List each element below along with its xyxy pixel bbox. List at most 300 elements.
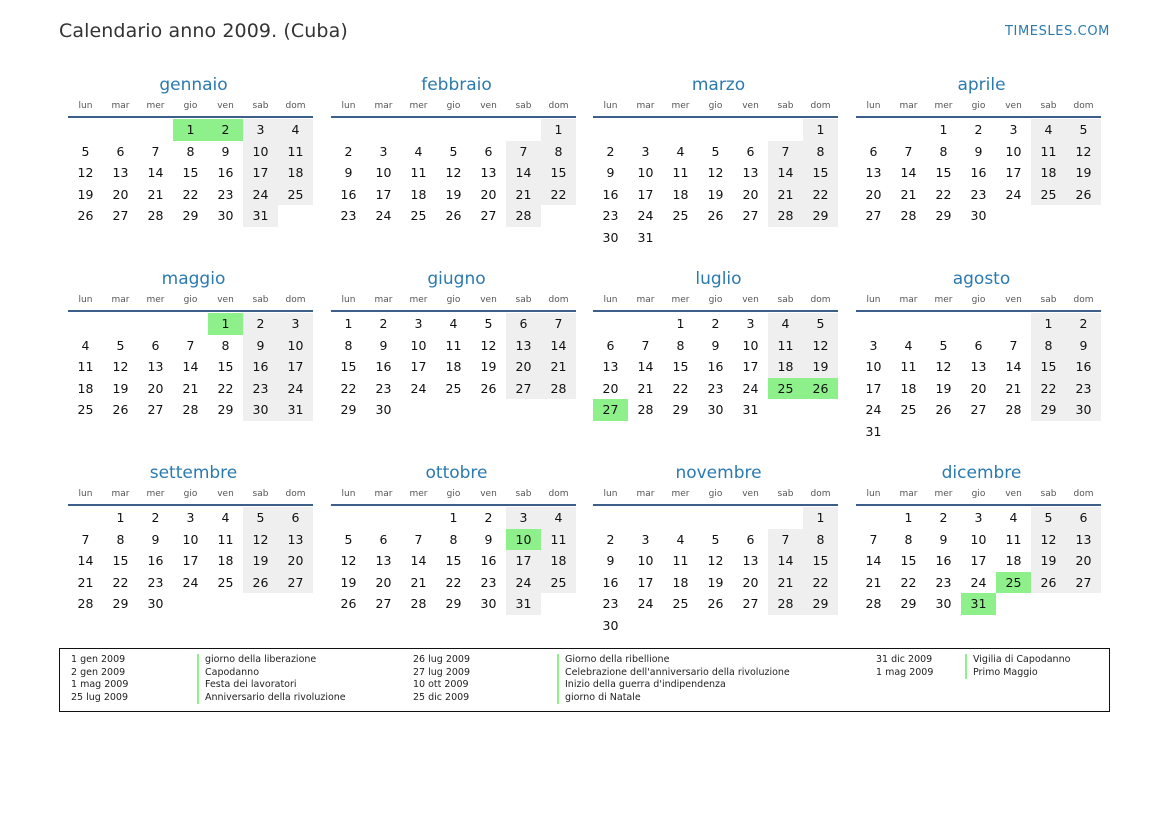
day-cell: 10: [410, 337, 427, 353]
month-maggio: [68, 268, 314, 421]
day-cell: 13: [480, 165, 497, 181]
day-cell: 15: [935, 165, 952, 181]
weekday-label: dom: [1073, 295, 1094, 305]
empty-cell: [506, 119, 541, 141]
day-cell: 25: [1031, 184, 1066, 206]
day-cell: 12: [1066, 141, 1101, 163]
week-row: [331, 593, 577, 615]
day-cell: 24: [970, 574, 987, 590]
empty-cell: [173, 593, 208, 615]
weekday-label: mar: [374, 101, 393, 111]
week-row: [593, 335, 839, 357]
week-row: [68, 399, 314, 421]
holiday-day-cell: 25: [996, 572, 1031, 594]
month-name: gennaio: [159, 75, 228, 95]
holiday-name: Capodanno: [197, 667, 259, 680]
day-cell: 5: [116, 337, 125, 353]
holiday-name: Festa dei lavoratori: [197, 679, 297, 692]
week-row: [68, 205, 314, 227]
day-cell: 27: [147, 402, 164, 418]
day-cell: 28: [637, 402, 654, 418]
day-cell: 9: [1066, 335, 1101, 357]
day-cell: 21: [541, 356, 576, 378]
day-cell: 3: [746, 316, 755, 331]
weekday-header: [856, 96, 1102, 116]
day-cell: 17: [865, 380, 882, 396]
day-cell: 19: [1031, 550, 1066, 572]
day-cell: 17: [182, 553, 199, 569]
header-rule: [593, 116, 838, 118]
day-cell: 24: [375, 208, 392, 224]
weekday-label: mar: [111, 295, 130, 305]
month-name: settembre: [149, 463, 238, 483]
weekday-label: dom: [548, 489, 569, 499]
weekday-label: lun: [866, 295, 881, 305]
empty-cell: [541, 593, 576, 615]
weekday-label: gio: [708, 101, 723, 111]
week-row: [856, 141, 1102, 163]
day-cell: 12: [77, 165, 94, 181]
header-rule: [68, 310, 313, 312]
weekday-label: gio: [971, 295, 986, 305]
day-cell: 9: [939, 531, 948, 547]
day-cell: 19: [935, 380, 952, 396]
empty-cell: [138, 119, 173, 141]
day-cell: 17: [637, 186, 654, 202]
day-cell: 4: [414, 143, 423, 159]
header-rule: [331, 116, 576, 118]
day-cell: 5: [344, 531, 353, 547]
day-cell: 4: [1031, 119, 1066, 141]
day-cell: 20: [742, 574, 759, 590]
weekday-label: ven: [1005, 295, 1022, 305]
day-cell: 25: [672, 596, 689, 612]
day-grid: [856, 313, 1102, 443]
day-cell: 1: [803, 119, 838, 141]
week-row: [68, 184, 314, 206]
empty-cell: [768, 399, 803, 421]
day-cell: 24: [410, 380, 427, 396]
day-cell: 20: [278, 550, 313, 572]
weekday-label: sab: [515, 101, 532, 111]
day-cell: 8: [676, 337, 685, 353]
day-cell: 30: [970, 208, 987, 224]
weekday-label: dom: [285, 295, 306, 305]
month-marzo: [593, 74, 839, 249]
day-cell: 22: [445, 574, 462, 590]
week-row: [331, 399, 577, 421]
weekday-header: [68, 290, 314, 310]
empty-cell: [803, 399, 838, 421]
weekday-label: lun: [341, 295, 356, 305]
day-cell: 11: [77, 359, 94, 375]
empty-cell: [733, 119, 768, 141]
day-cell: 25: [900, 402, 917, 418]
day-cell: 3: [974, 510, 983, 525]
week-row: [856, 593, 1102, 615]
day-cell: 18: [672, 574, 689, 590]
day-cell: 18: [768, 356, 803, 378]
weekday-label: sab: [777, 489, 794, 499]
day-cell: 5: [484, 316, 493, 331]
day-cell: 15: [112, 553, 129, 569]
empty-cell: [891, 119, 926, 141]
day-cell: 30: [707, 402, 724, 418]
day-cell: 23: [375, 380, 392, 396]
day-cell: 16: [340, 186, 357, 202]
day-cell: 24: [742, 380, 759, 396]
empty-cell: [996, 421, 1031, 443]
empty-cell: [208, 593, 243, 615]
header-rule: [856, 116, 1101, 118]
day-cell: 5: [1031, 507, 1066, 529]
holiday-date: 27 lug 2009: [413, 666, 470, 678]
header-rule: [856, 504, 1101, 506]
day-cell: 6: [869, 143, 878, 159]
day-cell: 5: [449, 143, 458, 159]
day-cell: 29: [217, 402, 234, 418]
day-grid: [593, 313, 839, 421]
day-cell: 20: [480, 186, 497, 202]
holiday-date: 1 gen 2009: [71, 654, 126, 665]
weekday-label: ven: [742, 489, 759, 499]
day-cell: 6: [278, 507, 313, 529]
empty-cell: [733, 615, 768, 637]
day-cell: 8: [221, 337, 230, 353]
day-cell: 17: [278, 356, 313, 378]
weekday-label: mar: [636, 295, 655, 305]
day-cell: 21: [768, 572, 803, 594]
empty-cell: [768, 615, 803, 637]
brand-link[interactable]: TIMESLES.COM: [1004, 24, 1110, 39]
header-rule: [331, 504, 576, 506]
day-cell: 8: [803, 529, 838, 551]
empty-cell: [628, 313, 663, 335]
day-cell: 12: [480, 337, 497, 353]
day-cell: 28: [900, 208, 917, 224]
day-cell: 12: [445, 165, 462, 181]
day-cell: 12: [340, 553, 357, 569]
day-cell: 9: [243, 335, 278, 357]
day-cell: 28: [506, 205, 541, 227]
day-cell: 15: [541, 162, 576, 184]
day-cell: 26: [340, 596, 357, 612]
day-grid: [331, 507, 577, 615]
day-cell: 10: [375, 165, 392, 181]
holiday-day-cell: 31: [961, 593, 996, 615]
empty-cell: [891, 313, 926, 335]
day-cell: 4: [768, 313, 803, 335]
day-cell: 28: [1005, 402, 1022, 418]
day-cell: 25: [672, 208, 689, 224]
legend-entry: [71, 667, 346, 680]
weekday-label: dom: [810, 295, 831, 305]
day-cell: 5: [243, 507, 278, 529]
weekday-header: [331, 96, 577, 116]
day-cell: 30: [602, 229, 619, 245]
day-cell: 26: [707, 596, 724, 612]
day-cell: 11: [1005, 531, 1022, 547]
empty-cell: [593, 119, 628, 141]
month-agosto: [856, 268, 1102, 443]
day-cell: 13: [112, 165, 129, 181]
day-cell: 29: [182, 208, 199, 224]
day-cell: 16: [147, 553, 164, 569]
day-grid: [856, 119, 1102, 227]
day-cell: 17: [506, 550, 541, 572]
day-cell: 19: [1066, 162, 1101, 184]
day-cell: 11: [278, 141, 313, 163]
week-row: [331, 119, 577, 141]
week-row: [331, 205, 577, 227]
week-row: [593, 205, 839, 227]
day-cell: 15: [340, 359, 357, 375]
weekday-label: gio: [708, 295, 723, 305]
day-cell: 29: [340, 402, 357, 418]
header-rule: [593, 504, 838, 506]
holiday-date: 26 lug 2009: [413, 654, 470, 665]
header-rule: [331, 310, 576, 312]
day-cell: 21: [506, 184, 541, 206]
day-cell: 27: [506, 378, 541, 400]
day-cell: 20: [147, 380, 164, 396]
day-cell: 19: [445, 186, 462, 202]
weekday-label: lun: [78, 101, 93, 111]
day-cell: 8: [186, 143, 195, 159]
empty-cell: [628, 119, 663, 141]
day-cell: 1: [541, 119, 576, 141]
month-name: dicembre: [941, 463, 1022, 483]
day-cell: 9: [606, 165, 615, 181]
day-cell: 10: [637, 165, 654, 181]
weekday-label: gio: [446, 489, 461, 499]
week-row: [68, 572, 314, 594]
day-cell: 10: [637, 553, 654, 569]
day-cell: 9: [484, 531, 493, 547]
empty-cell: [803, 615, 838, 637]
week-row: [68, 162, 314, 184]
day-cell: 22: [541, 184, 576, 206]
weekday-label: mer: [671, 295, 690, 305]
day-cell: 27: [742, 596, 759, 612]
day-cell: 8: [803, 141, 838, 163]
day-cell: 3: [641, 143, 650, 159]
day-cell: 6: [484, 143, 493, 159]
day-cell: 6: [606, 337, 615, 353]
day-cell: 7: [869, 531, 878, 547]
day-grid: [593, 119, 839, 249]
header-rule: [856, 310, 1101, 312]
day-cell: 26: [707, 208, 724, 224]
day-cell: 12: [243, 529, 278, 551]
day-cell: 4: [1009, 510, 1018, 525]
weekday-label: lun: [78, 295, 93, 305]
day-cell: 19: [480, 359, 497, 375]
weekday-label: mar: [636, 489, 655, 499]
weekday-label: dom: [1073, 489, 1094, 499]
day-cell: 14: [900, 165, 917, 181]
day-cell: 31: [278, 399, 313, 421]
day-cell: 16: [602, 186, 619, 202]
day-cell: 28: [768, 205, 803, 227]
week-row: [331, 141, 577, 163]
weekday-label: mer: [671, 101, 690, 111]
day-cell: 8: [939, 143, 948, 159]
day-cell: 24: [278, 378, 313, 400]
holiday-day-cell: 1: [208, 313, 243, 335]
day-cell: 6: [1066, 507, 1101, 529]
day-cell: 22: [1031, 378, 1066, 400]
day-cell: 29: [935, 208, 952, 224]
empty-cell: [173, 313, 208, 335]
week-row: [593, 313, 839, 335]
day-cell: 24: [243, 184, 278, 206]
day-cell: 4: [278, 119, 313, 141]
week-row: [331, 507, 577, 529]
day-cell: 14: [541, 335, 576, 357]
week-row: [856, 162, 1102, 184]
weekday-label: sab: [252, 101, 269, 111]
day-cell: 10: [742, 337, 759, 353]
day-cell: 29: [445, 596, 462, 612]
holiday-date: 31 dic 2009: [876, 654, 933, 665]
weekday-label: mer: [146, 295, 165, 305]
empty-cell: [961, 421, 996, 443]
day-cell: 5: [1066, 119, 1101, 141]
week-row: [856, 119, 1102, 141]
day-cell: 14: [77, 553, 94, 569]
day-cell: 23: [480, 574, 497, 590]
day-cell: 7: [506, 141, 541, 163]
day-cell: 20: [602, 380, 619, 396]
week-row: [331, 378, 577, 400]
week-row: [331, 184, 577, 206]
day-cell: 23: [602, 596, 619, 612]
month-name: giugno: [427, 269, 486, 289]
day-cell: 18: [77, 380, 94, 396]
holiday-date: 2 gen 2009: [71, 666, 126, 678]
day-cell: 13: [1066, 529, 1101, 551]
day-cell: 26: [243, 572, 278, 594]
day-cell: 18: [672, 186, 689, 202]
week-row: [593, 162, 839, 184]
empty-cell: [103, 119, 138, 141]
empty-cell: [366, 507, 401, 529]
legend-entry: [71, 679, 346, 692]
week-row: [331, 356, 577, 378]
day-cell: 9: [974, 143, 983, 159]
day-cell: 11: [410, 165, 427, 181]
day-cell: 29: [900, 596, 917, 612]
day-cell: 16: [935, 553, 952, 569]
day-cell: 19: [707, 186, 724, 202]
week-row: [593, 615, 839, 637]
day-cell: 13: [865, 165, 882, 181]
holiday-name: giorno della liberazione: [197, 654, 316, 667]
empty-cell: [698, 119, 733, 141]
empty-cell: [366, 119, 401, 141]
day-grid: [331, 119, 577, 227]
week-row: [856, 313, 1102, 335]
day-cell: 16: [375, 359, 392, 375]
day-cell: 17: [637, 574, 654, 590]
day-cell: 24: [506, 572, 541, 594]
day-cell: 1: [676, 316, 685, 331]
day-cell: 3: [278, 313, 313, 335]
weekday-label: mer: [934, 489, 953, 499]
weekday-label: sab: [252, 295, 269, 305]
day-cell: 15: [672, 359, 689, 375]
month-ottobre: [331, 462, 577, 615]
empty-cell: [733, 227, 768, 249]
week-row: [68, 378, 314, 400]
day-cell: 2: [243, 313, 278, 335]
weekday-label: dom: [810, 489, 831, 499]
day-cell: 12: [112, 359, 129, 375]
day-cell: 11: [541, 529, 576, 551]
week-row: [331, 162, 577, 184]
day-cell: 26: [480, 380, 497, 396]
weekday-label: mer: [409, 101, 428, 111]
weekday-label: lun: [341, 489, 356, 499]
day-cell: 11: [672, 553, 689, 569]
day-cell: 13: [278, 529, 313, 551]
day-cell: 20: [375, 574, 392, 590]
weekday-label: dom: [548, 101, 569, 111]
empty-cell: [698, 507, 733, 529]
week-row: [68, 529, 314, 551]
holiday-date: 10 ott 2009: [413, 679, 469, 691]
empty-cell: [961, 313, 996, 335]
weekday-label: gio: [708, 489, 723, 499]
weekday-label: ven: [742, 101, 759, 111]
weekday-label: lun: [78, 489, 93, 499]
day-cell: 4: [676, 143, 685, 159]
weekday-label: mer: [934, 295, 953, 305]
weekday-label: ven: [217, 489, 234, 499]
day-cell: 5: [711, 143, 720, 159]
week-row: [593, 593, 839, 615]
day-cell: 12: [707, 165, 724, 181]
legend-entry: [413, 654, 790, 667]
month-name: aprile: [957, 75, 1006, 95]
day-cell: 8: [344, 337, 353, 353]
day-cell: 15: [1031, 356, 1066, 378]
empty-cell: [891, 421, 926, 443]
weekday-label: sab: [1040, 489, 1057, 499]
day-cell: 3: [506, 507, 541, 529]
day-cell: 21: [768, 184, 803, 206]
week-row: [68, 593, 314, 615]
empty-cell: [278, 593, 313, 615]
day-cell: 16: [217, 165, 234, 181]
weekday-header: [331, 484, 577, 504]
week-row: [856, 550, 1102, 572]
holiday-name: Inizio della guerra d'indipendenza: [557, 679, 726, 692]
day-cell: 25: [217, 574, 234, 590]
week-row: [856, 205, 1102, 227]
holiday-day-cell: 10: [506, 529, 541, 551]
day-cell: 1: [344, 316, 353, 331]
weekday-header: [331, 290, 577, 310]
legend-entry: [413, 667, 790, 680]
day-cell: 25: [77, 402, 94, 418]
day-cell: 19: [77, 186, 94, 202]
week-row: [593, 399, 839, 421]
day-cell: 23: [147, 574, 164, 590]
empty-cell: [1031, 421, 1066, 443]
day-cell: 17: [375, 186, 392, 202]
